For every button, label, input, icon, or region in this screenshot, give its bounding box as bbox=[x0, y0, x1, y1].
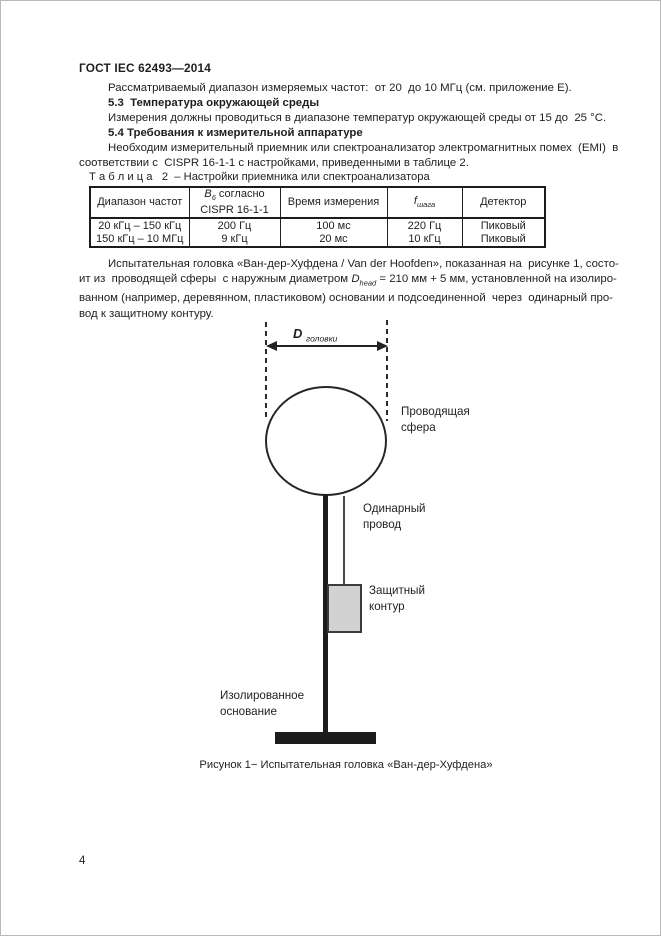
intro-text-block bbox=[79, 81, 619, 171]
table-2-receiver-settings bbox=[89, 186, 546, 248]
bandwidth-subscript: 6 bbox=[211, 193, 216, 203]
sphere-label-line2: сфера bbox=[401, 421, 436, 434]
arrowhead-right-icon bbox=[377, 341, 388, 351]
sphere-label-line1: Проводящая bbox=[401, 405, 470, 418]
section-5-4-heading: 5.4 Требования к измерительной аппаратуре bbox=[108, 127, 363, 139]
cell-detector: Пиковый bbox=[462, 218, 545, 233]
header-frequency-range: Диапазон частот bbox=[90, 187, 189, 218]
cell-step: 10 кГц bbox=[387, 233, 462, 248]
test-head-line3: ванном (например, деревянном, пластиковом) основании и подсоединенной через одинарный про- bbox=[79, 292, 613, 305]
dimension-arrow-line bbox=[273, 345, 381, 347]
bandwidth-text: согласно bbox=[215, 188, 265, 200]
header-measurement-time: Время измерения bbox=[280, 187, 387, 218]
d-head-symbol: D bbox=[351, 273, 360, 286]
page-number: 4 bbox=[79, 855, 86, 867]
bandwidth-cispr-ref: CISPR 16-1-1 bbox=[200, 204, 269, 217]
table-row bbox=[90, 233, 545, 248]
test-head-line4: вод к защитному контуру. bbox=[79, 307, 214, 320]
paragraph-receiver-line1: Необходим измерительный приемник или спектроанализатор электромагнитных помех (EMI) в bbox=[108, 142, 619, 154]
cell-time: 100 мс bbox=[280, 218, 387, 233]
d-head-subscript: head bbox=[359, 278, 377, 288]
single-wire-shape bbox=[343, 496, 345, 586]
loop-label-line2: контур bbox=[369, 600, 405, 613]
protective-loop-box-shape bbox=[327, 584, 362, 633]
conducting-sphere-label bbox=[401, 404, 470, 436]
section-5-3-heading: 5.3 Температура окружающей среды bbox=[108, 97, 320, 109]
paragraph-receiver-line2: соответствии с CISPR 16-1-1 с настройками, приведенными в таблице 2. bbox=[79, 157, 469, 169]
diameter-symbol: D bbox=[293, 326, 303, 341]
test-head-line2-pre: ит из проводящей сферы с наружным диаметром bbox=[79, 273, 352, 286]
conducting-sphere-shape bbox=[265, 386, 387, 496]
paragraph-temperature: Измерения должны проводиться в диапазоне температур окружающей среды от 15 до 25 °С. bbox=[108, 112, 607, 124]
cell-step: 220 Гц bbox=[387, 218, 462, 233]
wire-label-line2: провод bbox=[363, 518, 402, 531]
paragraph-frequency-range: Рассматриваемый диапазон измеряемых частот: от 20 до 10 МГц (см. приложение Е). bbox=[108, 82, 572, 94]
figure-caption: Рисунок 1− Испытательная головка «Ван-дер-Хуфдена» bbox=[199, 759, 493, 771]
base-bar-shape bbox=[275, 732, 376, 744]
header-detector: Детектор bbox=[462, 187, 545, 218]
cell-freq: 150 кГц – 10 МГц bbox=[90, 233, 189, 248]
loop-label-line1: Защитный bbox=[369, 584, 425, 597]
cell-bandwidth: 9 кГц bbox=[189, 233, 280, 248]
diameter-subscript: головки bbox=[306, 333, 338, 344]
dimension-extent-line-left bbox=[265, 322, 267, 421]
table-caption: Т а б л и ц а 2 – Настройки приемника или спектроанализатора bbox=[89, 171, 430, 183]
sphere-diameter-label bbox=[293, 326, 337, 344]
step-frequency-subscript: шага bbox=[416, 199, 436, 209]
base-label-line1: Изолированное bbox=[220, 689, 305, 702]
cell-detector: Пиковый bbox=[462, 233, 545, 248]
wire-label-line1: Одинарный bbox=[363, 502, 426, 515]
table-header-row bbox=[90, 187, 545, 218]
protective-loop-label bbox=[369, 583, 425, 615]
table-row bbox=[90, 218, 545, 233]
header-bandwidth bbox=[189, 187, 280, 218]
dimension-extent-line-right bbox=[386, 320, 388, 421]
base-label-line2: основание bbox=[220, 705, 277, 718]
cell-time: 20 мс bbox=[280, 233, 387, 248]
doc-header: ГОСТ IEC 62493—2014 bbox=[79, 61, 212, 75]
figure-1-diagram bbox=[1, 316, 660, 761]
header-step-frequency bbox=[387, 187, 462, 218]
test-head-line1: Испытательная головка «Ван-дер-Хуфдена / Van der Hoofden», показанная на рисунке 1, состо- bbox=[108, 258, 619, 270]
step-frequency-symbol: f bbox=[413, 194, 417, 207]
arrowhead-left-icon bbox=[266, 341, 277, 351]
bandwidth-symbol: B bbox=[204, 188, 212, 200]
cell-freq: 20 кГц – 150 кГц bbox=[90, 218, 189, 233]
test-head-paragraph bbox=[79, 257, 619, 322]
test-head-line2 bbox=[79, 272, 617, 291]
cell-bandwidth: 200 Гц bbox=[189, 218, 280, 233]
single-wire-label bbox=[363, 501, 426, 533]
insulated-base-label bbox=[220, 688, 304, 720]
test-head-line2-post: = 210 мм + 5 мм, установленной на изолиро- bbox=[376, 273, 617, 286]
